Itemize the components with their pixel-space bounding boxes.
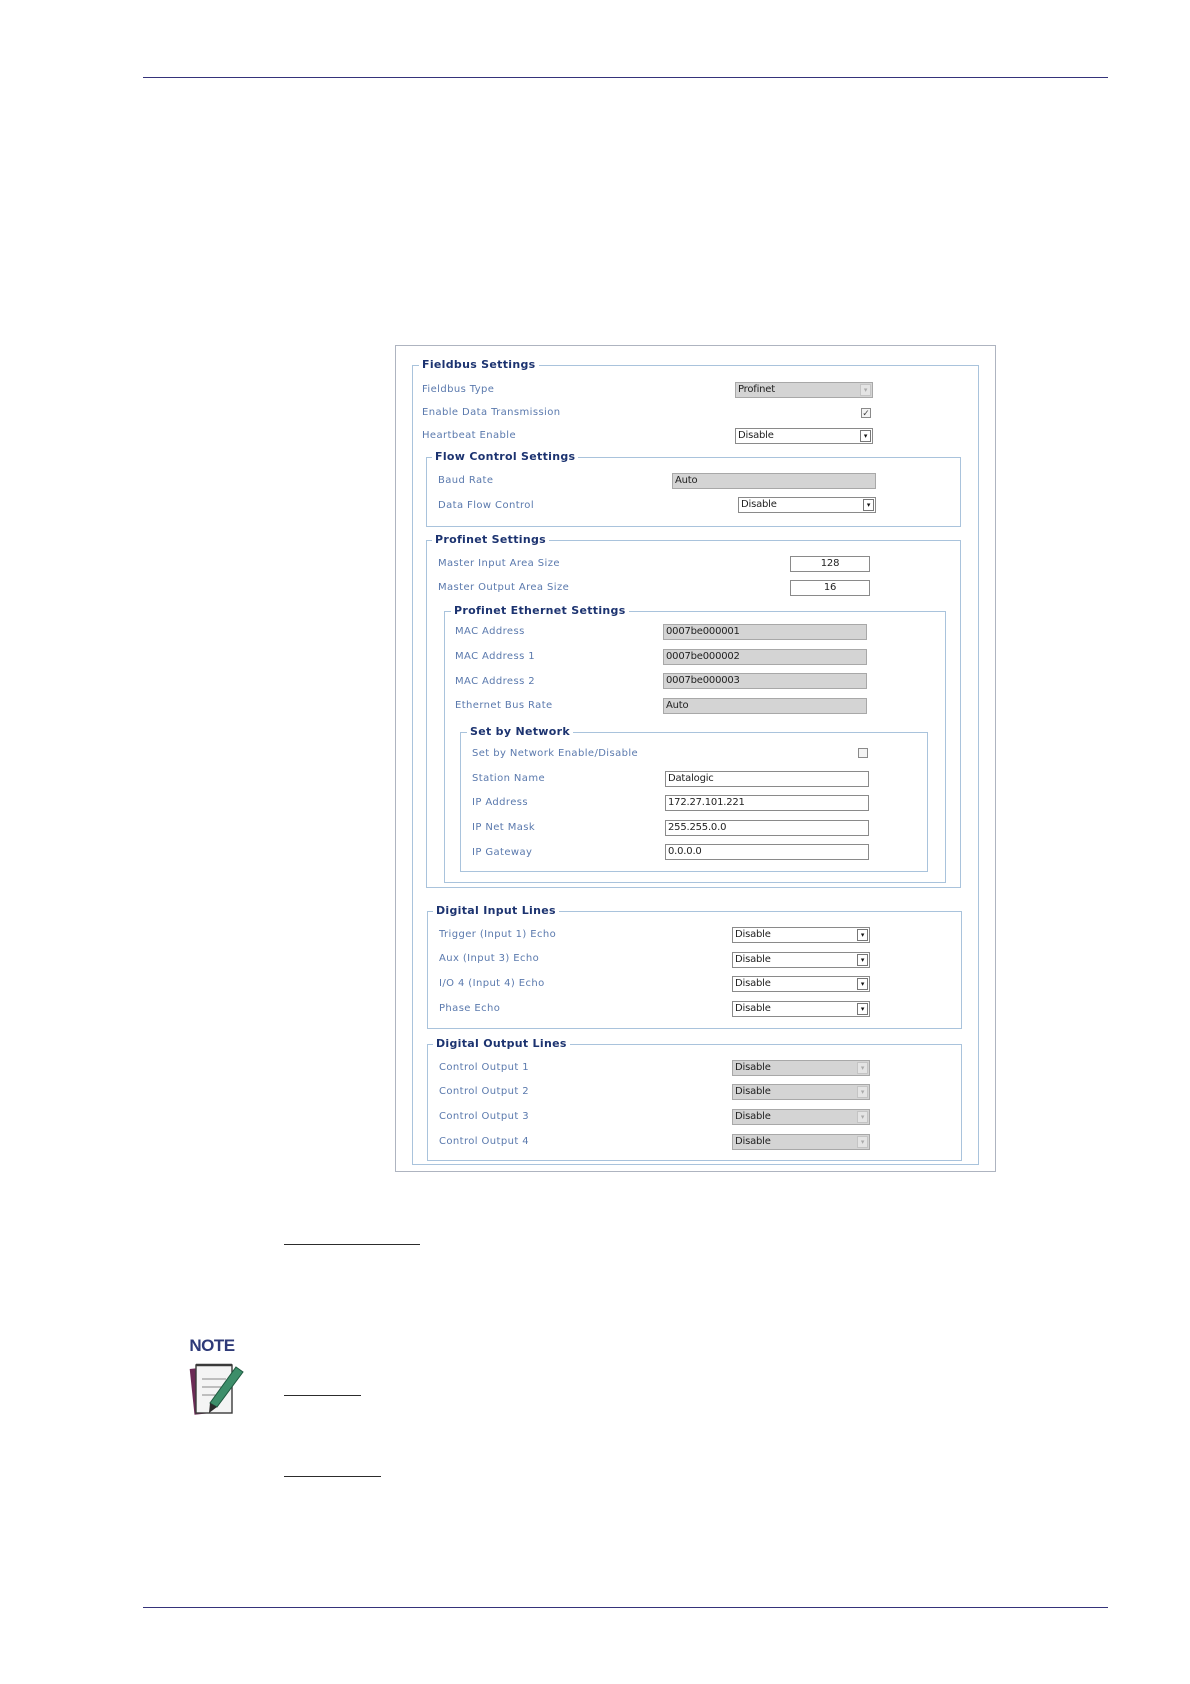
master-input-area-size-input[interactable]: 128 <box>790 556 870 572</box>
heartbeat-enable-label: Heartbeat Enable <box>422 430 517 441</box>
note-pad-pencil-icon <box>180 1333 254 1423</box>
note-icon-label: NOTE <box>189 1336 235 1355</box>
link-underline[interactable] <box>284 1244 420 1245</box>
enable-data-transmission-checkbox[interactable]: ✓ <box>862 408 870 418</box>
digital-output-select[interactable] <box>732 1084 870 1100</box>
chevron-down-icon: ▾ <box>857 954 868 966</box>
ip-gateway-label: IP Gateway <box>472 847 533 858</box>
baud-rate-field[interactable]: Auto <box>672 473 876 489</box>
digital-output-value: Disable <box>735 1111 771 1122</box>
digital-output-value: Disable <box>735 1086 771 1097</box>
master-input-area-size-label: Master Input Area Size <box>438 558 560 569</box>
mac-address-1-field[interactable]: 0007be000002 <box>663 649 867 665</box>
ip-gateway-input[interactable]: 0.0.0.0 <box>665 844 869 860</box>
chevron-down-icon: ▾ <box>863 499 874 511</box>
digital-input-select[interactable] <box>732 976 870 992</box>
digital-input-value: Disable <box>735 954 771 965</box>
ip-net-mask-label: IP Net Mask <box>472 822 536 833</box>
flow-control-legend: Flow Control Settings <box>432 450 578 464</box>
profinet-ethernet-legend: Profinet Ethernet Settings <box>451 604 629 618</box>
fieldbus-settings-legend: Fieldbus Settings <box>419 358 539 372</box>
digital-input-row-label: Phase Echo <box>439 1003 501 1014</box>
chevron-down-icon: ▾ <box>857 978 868 990</box>
ip-net-mask-input[interactable]: 255.255.0.0 <box>665 820 869 836</box>
heartbeat-enable-value: Disable <box>738 430 774 441</box>
digital-input-row-label: I/O 4 (Input 4) Echo <box>439 978 545 989</box>
digital-output-value: Disable <box>735 1136 771 1147</box>
digital-input-row-label: Aux (Input 3) Echo <box>439 953 540 964</box>
footer-rule <box>143 1607 1108 1608</box>
chevron-down-icon: ▾ <box>857 1136 868 1148</box>
ip-address-input[interactable]: 172.27.101.221 <box>665 795 869 811</box>
data-flow-control-label: Data Flow Control <box>438 500 535 511</box>
baud-rate-label: Baud Rate <box>438 475 494 486</box>
data-flow-control-select[interactable] <box>738 497 876 513</box>
chevron-down-icon: ▾ <box>860 384 871 396</box>
chevron-down-icon: ▾ <box>857 1003 868 1015</box>
master-output-area-size-label: Master Output Area Size <box>438 582 570 593</box>
digital-input-value: Disable <box>735 978 771 989</box>
data-flow-control-value: Disable <box>741 499 777 510</box>
chevron-down-icon: ▾ <box>860 430 871 442</box>
chevron-down-icon: ▾ <box>857 929 868 941</box>
digital-output-select[interactable] <box>732 1134 870 1150</box>
master-output-area-size-input[interactable]: 16 <box>790 580 870 596</box>
mac-address-field[interactable]: 0007be000001 <box>663 624 867 640</box>
digital-input-value: Disable <box>735 1003 771 1014</box>
link-underline[interactable] <box>284 1476 381 1477</box>
header-rule <box>143 77 1108 78</box>
set-by-network-legend: Set by Network <box>467 725 573 739</box>
ethernet-bus-rate-field[interactable]: Auto <box>663 698 867 714</box>
chevron-down-icon: ▾ <box>857 1111 868 1123</box>
fieldbus-type-label: Fieldbus Type <box>422 384 495 395</box>
fieldbus-settings-screenshot <box>395 345 996 1172</box>
mac-address-2-field[interactable]: 0007be000003 <box>663 673 867 689</box>
enable-data-transmission-label: Enable Data Transmission <box>422 407 561 418</box>
digital-input-select[interactable] <box>732 927 870 943</box>
link-underline[interactable] <box>284 1395 361 1396</box>
digital-output-select[interactable] <box>732 1109 870 1125</box>
set-by-network-enable-label: Set by Network Enable/Disable <box>472 748 639 759</box>
digital-output-value: Disable <box>735 1062 771 1073</box>
digital-input-select[interactable] <box>732 1001 870 1017</box>
digital-output-select[interactable] <box>732 1060 870 1076</box>
digital-output-row-label: Control Output 1 <box>439 1062 530 1073</box>
digital-input-value: Disable <box>735 929 771 940</box>
station-name-input[interactable]: Datalogic <box>665 771 869 787</box>
chevron-down-icon: ▾ <box>857 1086 868 1098</box>
chevron-down-icon: ▾ <box>857 1062 868 1074</box>
profinet-settings-legend: Profinet Settings <box>432 533 549 547</box>
digital-output-row-label: Control Output 3 <box>439 1111 530 1122</box>
flow-control-settings-group <box>426 450 961 527</box>
digital-output-lines-legend: Digital Output Lines <box>433 1037 570 1051</box>
ip-address-label: IP Address <box>472 797 528 808</box>
ethernet-bus-rate-label: Ethernet Bus Rate <box>455 700 553 711</box>
digital-input-row-label: Trigger (Input 1) Echo <box>439 929 557 940</box>
station-name-label: Station Name <box>472 773 546 784</box>
mac-address-1-label: MAC Address 1 <box>455 651 536 662</box>
mac-address-2-label: MAC Address 2 <box>455 676 536 687</box>
digital-output-row-label: Control Output 2 <box>439 1086 530 1097</box>
digital-output-row-label: Control Output 4 <box>439 1136 530 1147</box>
digital-input-select[interactable] <box>732 952 870 968</box>
fieldbus-type-select[interactable] <box>735 382 873 398</box>
fieldbus-type-value: Profinet <box>738 384 775 395</box>
digital-input-lines-legend: Digital Input Lines <box>433 904 559 918</box>
heartbeat-enable-select[interactable] <box>735 428 873 444</box>
mac-address-label: MAC Address <box>455 626 525 637</box>
set-by-network-enable-checkbox[interactable] <box>858 748 868 758</box>
